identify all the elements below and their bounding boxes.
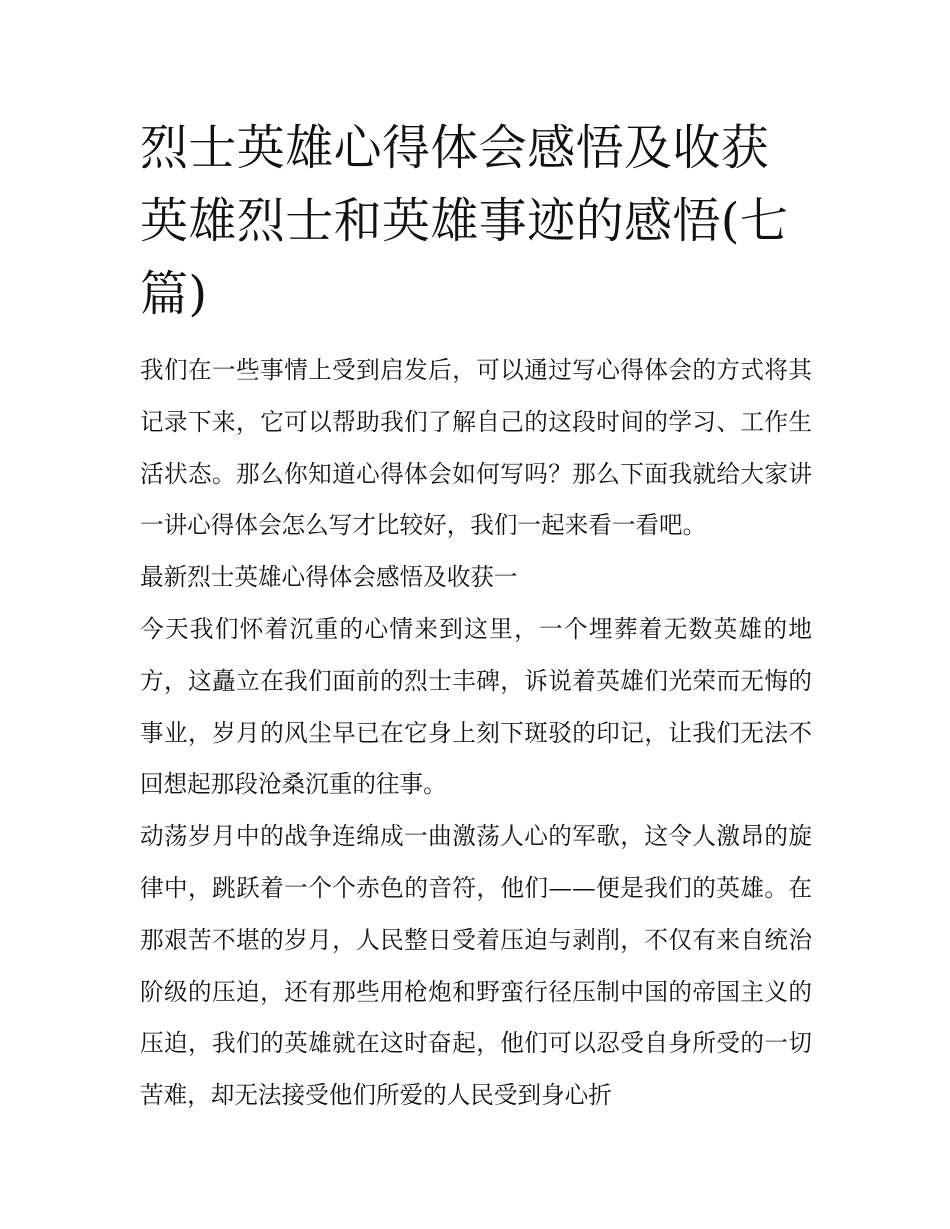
intro-paragraph: 我们在一些事情上受到启发后，可以通过写心得体会的方式将其记录下来，它可以帮助我们了解自己的这段时间的学习、工作生活状态。那么你知道心得体会如何写吗？那么下面我就给大家讲一讲心得体会怎么写才比较好，我们一起来看一看吧。	[140, 356, 812, 540]
document-body	[140, 345, 812, 1122]
document-page	[140, 112, 812, 1122]
body-paragraph: 今天我们怀着沉重的心情来到这里，一个埋葬着无数英雄的地方，这矗立在我们面前的烈士丰碑，诉说着英雄们光荣而无悔的事业，岁月的风尘早已在它身上刻下斑驳的印记，让我们无法不回想起那段沧桑沉重的往事。	[140, 614, 812, 799]
body-paragraph: 动荡岁月中的战争连绵成一曲激荡人心的军歌，这令人激昂的旋律中，跳跃着一个个赤色的音符，他们——便是我们的英雄。在那艰苦不堪的岁月，人民整日受着压迫与剥削，不仅有来自统治阶级的压迫，还有那些用枪炮和野蛮行径压制中国的帝国主义的压迫，我们的英雄就在这时奋起，他们可以忍受自身所受的一切苦难，却无法接受他们所爱的人民受到身心折	[140, 822, 812, 1110]
document-title: 烈士英雄心得体会感悟及收获英雄烈士和英雄事迹的感悟(七篇)	[140, 120, 789, 322]
section-heading: 最新烈士英雄心得体会感悟及收获一	[140, 563, 518, 592]
